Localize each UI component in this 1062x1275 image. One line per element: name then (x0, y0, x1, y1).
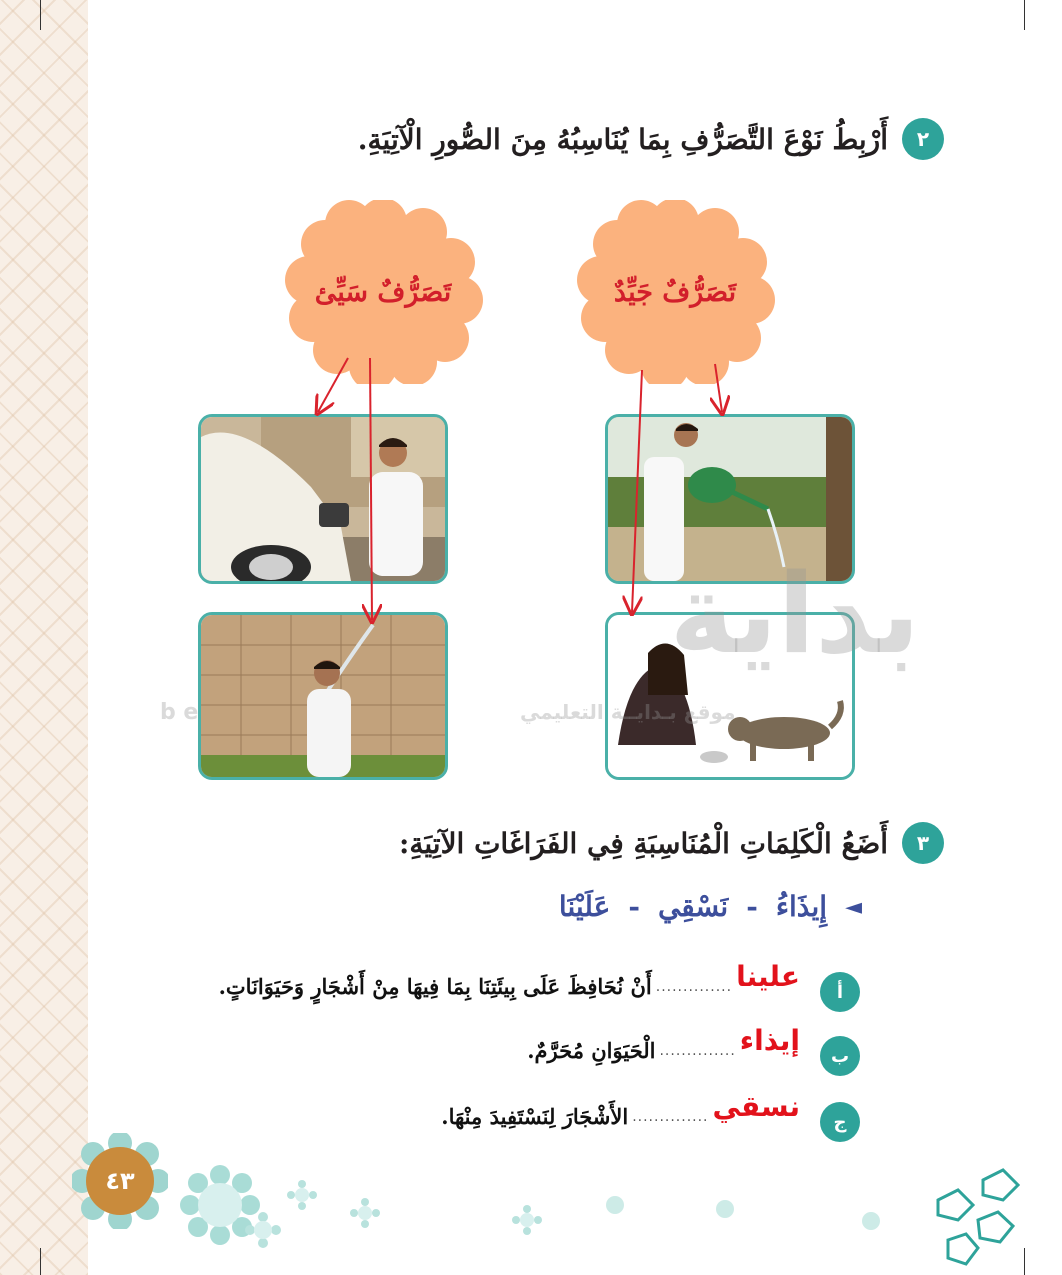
arrow-good-to-cat (632, 370, 642, 612)
rosette-icon (604, 1194, 626, 1216)
blank-dots: .............. (655, 978, 733, 995)
question-text: أَرْبِطُ نَوْعَ التَّصَرُّفِ بِمَا يُنَاسِبُهُ مِنَ الصُّورِ الْآتِيَةِ. (357, 122, 888, 156)
blank-line-a (218, 960, 800, 1003)
arrow-good-to-watering (715, 364, 722, 412)
arrow-bad-to-car (318, 358, 348, 412)
sentence-text: أَنْ نُحَافِظَ عَلَى بِيئَتِنَا بِمَا فِيهَا مِنْ أَشْجَارٍ وَحَيَوَانَاتٍ. (218, 974, 652, 999)
question-number: ٢ (902, 118, 944, 160)
word-bank (559, 890, 862, 923)
word-bank-separator: - (628, 890, 640, 923)
watermark-brand: بداية (669, 550, 920, 678)
good-behavior-label: تَصَرُّفٌ جَيِّدٌ (613, 276, 737, 308)
answer-text: نسقي (712, 1090, 800, 1123)
question-text: أَضَعُ الْكَلِمَاتِ الْمُنَاسِبَةِ فِي الفَرَاغَاتِ الآتِيَةِ: (398, 826, 888, 860)
rosette-icon (512, 1205, 542, 1235)
blank-line-c (441, 1090, 800, 1133)
sentence-text: الأَشْجَارَ لِنَسْتَفِيدَ مِنْهَا. (441, 1104, 629, 1129)
word-bank-marker: ◄ (845, 893, 862, 920)
item-letter-c: ج (820, 1102, 860, 1142)
rosette-icon (350, 1198, 380, 1228)
page-number: ٤٣ (105, 1167, 135, 1195)
arrow-bad-to-hose (370, 358, 372, 620)
blank-dots: .............. (659, 1042, 736, 1059)
question-2-heading (399, 822, 944, 864)
rosette-icon (245, 1212, 281, 1248)
word-bank-word: نَسْقِي (657, 890, 729, 923)
page-number-badge (72, 1133, 168, 1229)
word-bank-word: إِيذَاءُ (775, 890, 828, 923)
geometric-ornament (928, 1160, 1028, 1270)
blank-line-b (527, 1024, 800, 1067)
rosette-icon (860, 1210, 882, 1232)
watermark-tagline: موقع بـدايــة التعليمي (520, 700, 736, 724)
answer-text: إيذاء (739, 1024, 800, 1057)
question-number: ٣ (902, 822, 944, 864)
word-bank-separator: - (746, 890, 758, 923)
word-bank-word: عَلَيْنَا (558, 890, 611, 923)
rosette-icon (287, 1180, 317, 1210)
item-letter-b: ب (820, 1036, 860, 1076)
watermark-latin: b e (160, 700, 199, 725)
item-letter-a: أ (820, 972, 860, 1012)
rosette-icon (714, 1198, 736, 1220)
bad-behavior-label: تَصَرُّفٌ سَيِّئ (314, 276, 452, 308)
answer-text: علينا (736, 960, 800, 993)
blank-dots: .............. (632, 1108, 709, 1125)
sentence-text: الْحَيَوَانِ مُحَرَّمٌ. (527, 1038, 656, 1063)
